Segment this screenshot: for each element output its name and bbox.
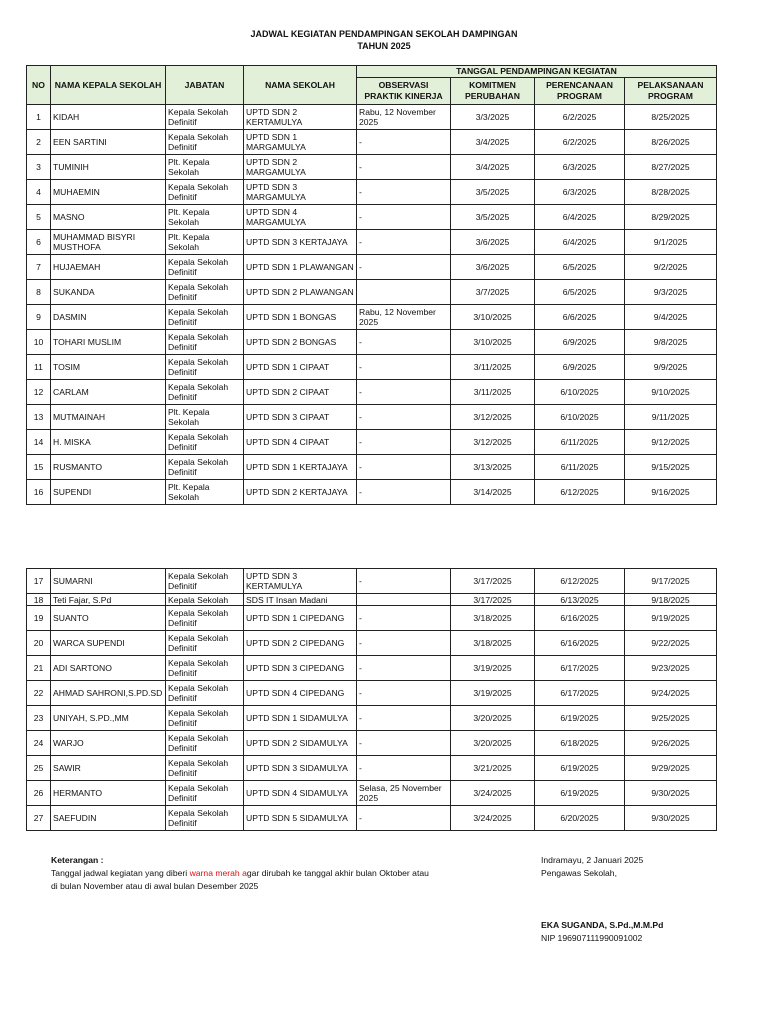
document-subtitle: TAHUN 2025 <box>357 41 411 51</box>
row-nama-sekolah: UPTD SDN 3 CIPAAT <box>244 405 357 430</box>
row-jabatan: Kepala Sekolah <box>166 594 244 606</box>
row-nama-sekolah: UPTD SDN 1 KERTAJAYA <box>244 455 357 480</box>
table-row <box>27 355 717 380</box>
row-no: 20 <box>27 631 51 656</box>
row-nama-sekolah: UPTD SDN 2 SIDAMULYA <box>244 731 357 756</box>
row-komitmen: 3/19/2025 <box>451 656 535 681</box>
row-no: 12 <box>27 380 51 405</box>
row-perencanaan: 6/2/2025 <box>535 105 625 130</box>
row-komitmen: 3/18/2025 <box>451 631 535 656</box>
row-komitmen: 3/10/2025 <box>451 330 535 355</box>
table-row <box>27 631 717 656</box>
table-row <box>27 569 717 594</box>
row-nama-kepala: RUSMANTO <box>51 455 166 480</box>
row-pelaksanaan: 9/23/2025 <box>625 656 717 681</box>
row-perencanaan: 6/6/2025 <box>535 305 625 330</box>
row-pelaksanaan: 9/12/2025 <box>625 430 717 455</box>
row-jabatan: Kepala Sekolah Definitif <box>166 430 244 455</box>
header-no: NO <box>27 66 51 105</box>
row-observasi: - <box>357 681 451 706</box>
table-row <box>27 305 717 330</box>
row-nama-kepala: MUHAMMAD BISYRI MUSTHOFA <box>51 230 166 255</box>
row-komitmen: 3/13/2025 <box>451 455 535 480</box>
row-perencanaan: 6/9/2025 <box>535 330 625 355</box>
row-observasi: - <box>357 230 451 255</box>
row-jabatan: Kepala Sekolah Definitif <box>166 731 244 756</box>
row-no: 17 <box>27 569 51 594</box>
signature-place-date: Indramayu, 2 Januari 2025 <box>541 855 644 865</box>
row-nama-kepala: SAEFUDIN <box>51 806 166 831</box>
row-perencanaan: 6/13/2025 <box>535 594 625 606</box>
row-observasi: - <box>357 656 451 681</box>
row-komitmen: 3/14/2025 <box>451 480 535 505</box>
row-nama-kepala: SUKANDA <box>51 280 166 305</box>
row-no: 9 <box>27 305 51 330</box>
row-komitmen: 3/6/2025 <box>451 230 535 255</box>
row-pelaksanaan: 9/15/2025 <box>625 455 717 480</box>
row-nama-sekolah: UPTD SDN 1 PLAWANGAN <box>244 255 357 280</box>
notes-line-2: di bulan November atau di awal bulan Desember 2025 <box>51 881 259 891</box>
row-nama-sekolah: UPTD SDN 1 CIPEDANG <box>244 606 357 631</box>
row-jabatan: Plt. Kepala Sekolah <box>166 480 244 505</box>
row-no: 6 <box>27 230 51 255</box>
table-row <box>27 130 717 155</box>
row-perencanaan: 6/5/2025 <box>535 255 625 280</box>
row-nama-kepala: AHMAD SAHRONI,S.PD.SD <box>51 681 166 706</box>
table-row <box>27 781 717 806</box>
row-observasi: - <box>357 355 451 380</box>
row-perencanaan: 6/16/2025 <box>535 631 625 656</box>
row-perencanaan: 6/3/2025 <box>535 155 625 180</box>
signature-name: EKA SUGANDA, S.Pd.,M.M.Pd <box>541 920 664 930</box>
row-pelaksanaan: 8/26/2025 <box>625 130 717 155</box>
table-row <box>27 731 717 756</box>
row-observasi: - <box>357 255 451 280</box>
row-nama-kepala: DASMIN <box>51 305 166 330</box>
row-pelaksanaan: 9/19/2025 <box>625 606 717 631</box>
row-perencanaan: 6/12/2025 <box>535 569 625 594</box>
header-perencanaan: PERENCANAAN PROGRAM <box>535 78 625 105</box>
row-komitmen: 3/19/2025 <box>451 681 535 706</box>
row-no: 3 <box>27 155 51 180</box>
row-jabatan: Kepala Sekolah Definitif <box>166 180 244 205</box>
row-perencanaan: 6/9/2025 <box>535 355 625 380</box>
row-jabatan: Kepala Sekolah Definitif <box>166 706 244 731</box>
signature-role: Pengawas Sekolah, <box>541 868 617 878</box>
row-no: 13 <box>27 405 51 430</box>
row-pelaksanaan: 9/9/2025 <box>625 355 717 380</box>
schedule-table-1 <box>26 65 717 505</box>
row-jabatan: Plt. Kepala Sekolah <box>166 230 244 255</box>
row-nama-kepala: MUTMAINAH <box>51 405 166 430</box>
row-perencanaan: 6/12/2025 <box>535 480 625 505</box>
row-nama-sekolah: UPTD SDN 1 MARGAMULYA <box>244 130 357 155</box>
row-komitmen: 3/17/2025 <box>451 594 535 606</box>
row-nama-kepala: MUHAEMIN <box>51 180 166 205</box>
row-observasi: - <box>357 455 451 480</box>
header-tanggal-group: TANGGAL PENDAMPINGAN KEGIATAN <box>357 66 717 78</box>
row-pelaksanaan: 9/30/2025 <box>625 781 717 806</box>
row-nama-kepala: SAWIR <box>51 756 166 781</box>
row-nama-kepala: MASNO <box>51 205 166 230</box>
row-pelaksanaan: 9/3/2025 <box>625 280 717 305</box>
row-komitmen: 3/18/2025 <box>451 606 535 631</box>
row-observasi: - <box>357 480 451 505</box>
row-observasi: - <box>357 180 451 205</box>
notes-line-1-before: Tanggal jadwal kegiatan yang diberi <box>51 868 190 878</box>
row-jabatan: Kepala Sekolah Definitif <box>166 781 244 806</box>
row-jabatan: Plt. Kepala Sekolah <box>166 205 244 230</box>
row-nama-kepala: SUMARNI <box>51 569 166 594</box>
row-pelaksanaan: 9/8/2025 <box>625 330 717 355</box>
notes-line-1-red: warna merah a <box>189 868 247 878</box>
row-komitmen: 3/24/2025 <box>451 781 535 806</box>
table-row <box>27 480 717 505</box>
row-observasi: - <box>357 706 451 731</box>
row-pelaksanaan: 9/24/2025 <box>625 681 717 706</box>
row-jabatan: Kepala Sekolah Definitif <box>166 105 244 130</box>
row-jabatan: Kepala Sekolah Definitif <box>166 569 244 594</box>
row-no: 5 <box>27 205 51 230</box>
notes-heading: Keterangan : <box>51 855 104 865</box>
row-perencanaan: 6/17/2025 <box>535 681 625 706</box>
row-nama-sekolah: UPTD SDN 3 CIPEDANG <box>244 656 357 681</box>
row-no: 8 <box>27 280 51 305</box>
table-row <box>27 594 717 606</box>
row-nama-sekolah: UPTD SDN 1 BONGAS <box>244 305 357 330</box>
row-pelaksanaan: 9/17/2025 <box>625 569 717 594</box>
table-row <box>27 155 717 180</box>
row-nama-kepala: WARJO <box>51 731 166 756</box>
row-nama-kepala: SUPENDI <box>51 480 166 505</box>
row-nama-sekolah: UPTD SDN 2 KERTAJAYA <box>244 480 357 505</box>
row-observasi <box>357 594 451 606</box>
table-row <box>27 280 717 305</box>
row-observasi: - <box>357 631 451 656</box>
row-perencanaan: 6/19/2025 <box>535 706 625 731</box>
signature-nip: NIP 196907111990091002 <box>541 933 643 943</box>
table-row <box>27 405 717 430</box>
row-nama-kepala: CARLAM <box>51 380 166 405</box>
row-pelaksanaan: 8/29/2025 <box>625 205 717 230</box>
row-pelaksanaan: 9/1/2025 <box>625 230 717 255</box>
row-no: 18 <box>27 594 51 606</box>
row-nama-sekolah: UPTD SDN 3 MARGAMULYA <box>244 180 357 205</box>
row-observasi: - <box>357 405 451 430</box>
row-nama-kepala: HUJAEMAH <box>51 255 166 280</box>
row-no: 2 <box>27 130 51 155</box>
row-komitmen: 3/11/2025 <box>451 380 535 405</box>
document-title: JADWAL KEGIATAN PENDAMPINGAN SEKOLAH DAMPINGAN <box>250 29 518 39</box>
table-row <box>27 105 717 130</box>
row-observasi: - <box>357 380 451 405</box>
row-jabatan: Plt. Kepala Sekolah <box>166 155 244 180</box>
table-row <box>27 681 717 706</box>
row-no: 24 <box>27 731 51 756</box>
row-jabatan: Kepala Sekolah Definitif <box>166 606 244 631</box>
row-jabatan: Kepala Sekolah Definitif <box>166 455 244 480</box>
row-perencanaan: 6/16/2025 <box>535 606 625 631</box>
row-pelaksanaan: 8/28/2025 <box>625 180 717 205</box>
row-no: 26 <box>27 781 51 806</box>
table-row <box>27 706 717 731</box>
table-row <box>27 656 717 681</box>
row-no: 19 <box>27 606 51 631</box>
row-nama-sekolah: UPTD SDN 2 CIPAAT <box>244 380 357 405</box>
row-pelaksanaan: 9/30/2025 <box>625 806 717 831</box>
row-jabatan: Kepala Sekolah Definitif <box>166 255 244 280</box>
row-observasi: - <box>357 569 451 594</box>
table-row <box>27 806 717 831</box>
row-pelaksanaan: 9/29/2025 <box>625 756 717 781</box>
table-row <box>27 380 717 405</box>
row-nama-kepala: SUANTO <box>51 606 166 631</box>
row-perencanaan: 6/10/2025 <box>535 405 625 430</box>
row-nama-sekolah: UPTD SDN 2 KERTAMULYA <box>244 105 357 130</box>
header-komitmen: KOMITMEN PERUBAHAN <box>451 78 535 105</box>
row-observasi: Rabu, 12 November 2025 <box>357 105 451 130</box>
row-perencanaan: 6/17/2025 <box>535 656 625 681</box>
row-jabatan: Kepala Sekolah Definitif <box>166 806 244 831</box>
row-perencanaan: 6/19/2025 <box>535 756 625 781</box>
row-no: 11 <box>27 355 51 380</box>
row-komitmen: 3/5/2025 <box>451 205 535 230</box>
table-row <box>27 606 717 631</box>
row-nama-sekolah: UPTD SDN 1 SIDAMULYA <box>244 706 357 731</box>
row-no: 10 <box>27 330 51 355</box>
row-no: 27 <box>27 806 51 831</box>
row-nama-sekolah: UPTD SDN 4 CIPAAT <box>244 430 357 455</box>
row-no: 4 <box>27 180 51 205</box>
row-no: 25 <box>27 756 51 781</box>
table-row <box>27 756 717 781</box>
row-komitmen: 3/20/2025 <box>451 706 535 731</box>
header-jabatan: JABATAN <box>166 66 244 105</box>
row-jabatan: Plt. Kepala Sekolah <box>166 405 244 430</box>
row-no: 22 <box>27 681 51 706</box>
row-no: 1 <box>27 105 51 130</box>
row-observasi: - <box>357 430 451 455</box>
row-jabatan: Kepala Sekolah Definitif <box>166 305 244 330</box>
notes-line-1-after: gar dirubah ke tanggal akhir bulan Oktober atau <box>246 868 429 878</box>
row-pelaksanaan: 9/26/2025 <box>625 731 717 756</box>
row-pelaksanaan: 9/4/2025 <box>625 305 717 330</box>
table-row <box>27 455 717 480</box>
row-observasi <box>357 280 451 305</box>
notes-line-1 <box>51 866 429 880</box>
row-observasi: Selasa, 25 November 2025 <box>357 781 451 806</box>
row-komitmen: 3/3/2025 <box>451 105 535 130</box>
row-no: 21 <box>27 656 51 681</box>
row-no: 23 <box>27 706 51 731</box>
row-komitmen: 3/6/2025 <box>451 255 535 280</box>
row-jabatan: Kepala Sekolah Definitif <box>166 330 244 355</box>
row-pelaksanaan: 9/25/2025 <box>625 706 717 731</box>
row-jabatan: Kepala Sekolah Definitif <box>166 130 244 155</box>
row-observasi: Rabu, 12 November 2025 <box>357 305 451 330</box>
row-observasi: - <box>357 330 451 355</box>
row-nama-kepala: TUMINIH <box>51 155 166 180</box>
row-observasi: - <box>357 806 451 831</box>
table-row <box>27 255 717 280</box>
row-nama-sekolah: UPTD SDN 2 CIPEDANG <box>244 631 357 656</box>
row-perencanaan: 6/2/2025 <box>535 130 625 155</box>
row-komitmen: 3/24/2025 <box>451 806 535 831</box>
row-pelaksanaan: 9/16/2025 <box>625 480 717 505</box>
row-jabatan: Kepala Sekolah Definitif <box>166 380 244 405</box>
row-komitmen: 3/4/2025 <box>451 130 535 155</box>
table-row <box>27 230 717 255</box>
row-nama-sekolah: UPTD SDN 4 CIPEDANG <box>244 681 357 706</box>
table-row <box>27 180 717 205</box>
row-nama-sekolah: UPTD SDN 3 KERTAMULYA <box>244 569 357 594</box>
row-nama-kepala: WARCA SUPENDI <box>51 631 166 656</box>
header-pelaksanaan: PELAKSANAAN PROGRAM <box>625 78 717 105</box>
row-komitmen: 3/12/2025 <box>451 405 535 430</box>
row-pelaksanaan: 9/22/2025 <box>625 631 717 656</box>
row-perencanaan: 6/11/2025 <box>535 455 625 480</box>
row-perencanaan: 6/20/2025 <box>535 806 625 831</box>
row-jabatan: Kepala Sekolah Definitif <box>166 681 244 706</box>
row-perencanaan: 6/11/2025 <box>535 430 625 455</box>
row-nama-sekolah: SDS IT Insan Madani <box>244 594 357 606</box>
row-no: 14 <box>27 430 51 455</box>
row-nama-kepala: H. MISKA <box>51 430 166 455</box>
row-nama-kepala: EEN SARTINI <box>51 130 166 155</box>
row-komitmen: 3/5/2025 <box>451 180 535 205</box>
header-nama-kepala: NAMA KEPALA SEKOLAH <box>51 66 166 105</box>
row-nama-kepala: TOHARI MUSLIM <box>51 330 166 355</box>
row-jabatan: Kepala Sekolah Definitif <box>166 355 244 380</box>
row-no: 16 <box>27 480 51 505</box>
row-pelaksanaan: 9/18/2025 <box>625 594 717 606</box>
row-nama-kepala: Teti Fajar, S.Pd <box>51 594 166 606</box>
row-perencanaan: 6/18/2025 <box>535 731 625 756</box>
row-nama-sekolah: UPTD SDN 2 BONGAS <box>244 330 357 355</box>
row-perencanaan: 6/10/2025 <box>535 380 625 405</box>
row-jabatan: Kepala Sekolah Definitif <box>166 280 244 305</box>
row-komitmen: 3/20/2025 <box>451 731 535 756</box>
row-observasi: - <box>357 756 451 781</box>
row-no: 15 <box>27 455 51 480</box>
row-nama-kepala: ADI SARTONO <box>51 656 166 681</box>
row-observasi: - <box>357 731 451 756</box>
row-nama-kepala: KIDAH <box>51 105 166 130</box>
row-komitmen: 3/4/2025 <box>451 155 535 180</box>
row-pelaksanaan: 8/25/2025 <box>625 105 717 130</box>
row-nama-kepala: TOSIM <box>51 355 166 380</box>
row-nama-sekolah: UPTD SDN 3 KERTAJAYA <box>244 230 357 255</box>
row-nama-sekolah: UPTD SDN 1 CIPAAT <box>244 355 357 380</box>
row-pelaksanaan: 8/27/2025 <box>625 155 717 180</box>
row-perencanaan: 6/4/2025 <box>535 205 625 230</box>
row-nama-sekolah: UPTD SDN 4 MARGAMULYA <box>244 205 357 230</box>
row-observasi: - <box>357 205 451 230</box>
row-nama-kepala: UNIYAH, S.PD.,MM <box>51 706 166 731</box>
row-observasi: - <box>357 606 451 631</box>
table-row <box>27 205 717 230</box>
row-pelaksanaan: 9/11/2025 <box>625 405 717 430</box>
row-jabatan: Kepala Sekolah Definitif <box>166 631 244 656</box>
schedule-table-2 <box>26 568 717 831</box>
row-nama-sekolah: UPTD SDN 2 PLAWANGAN <box>244 280 357 305</box>
row-no: 7 <box>27 255 51 280</box>
row-komitmen: 3/11/2025 <box>451 355 535 380</box>
row-perencanaan: 6/3/2025 <box>535 180 625 205</box>
row-pelaksanaan: 9/10/2025 <box>625 380 717 405</box>
row-observasi: - <box>357 130 451 155</box>
row-pelaksanaan: 9/2/2025 <box>625 255 717 280</box>
row-nama-sekolah: UPTD SDN 4 SIDAMULYA <box>244 781 357 806</box>
row-komitmen: 3/21/2025 <box>451 756 535 781</box>
table-row <box>27 430 717 455</box>
header-nama-sekolah: NAMA SEKOLAH <box>244 66 357 105</box>
row-nama-sekolah: UPTD SDN 3 SIDAMULYA <box>244 756 357 781</box>
row-komitmen: 3/12/2025 <box>451 430 535 455</box>
row-komitmen: 3/10/2025 <box>451 305 535 330</box>
row-perencanaan: 6/19/2025 <box>535 781 625 806</box>
row-nama-kepala: HERMANTO <box>51 781 166 806</box>
row-observasi: - <box>357 155 451 180</box>
row-jabatan: Kepala Sekolah Definitif <box>166 756 244 781</box>
row-nama-sekolah: UPTD SDN 2 MARGAMULYA <box>244 155 357 180</box>
table-row <box>27 330 717 355</box>
row-jabatan: Kepala Sekolah Definitif <box>166 656 244 681</box>
row-komitmen: 3/17/2025 <box>451 569 535 594</box>
row-perencanaan: 6/4/2025 <box>535 230 625 255</box>
row-komitmen: 3/7/2025 <box>451 280 535 305</box>
row-perencanaan: 6/5/2025 <box>535 280 625 305</box>
row-nama-sekolah: UPTD SDN 5 SIDAMULYA <box>244 806 357 831</box>
header-observasi: OBSERVASI PRAKTIK KINERJA <box>357 78 451 105</box>
